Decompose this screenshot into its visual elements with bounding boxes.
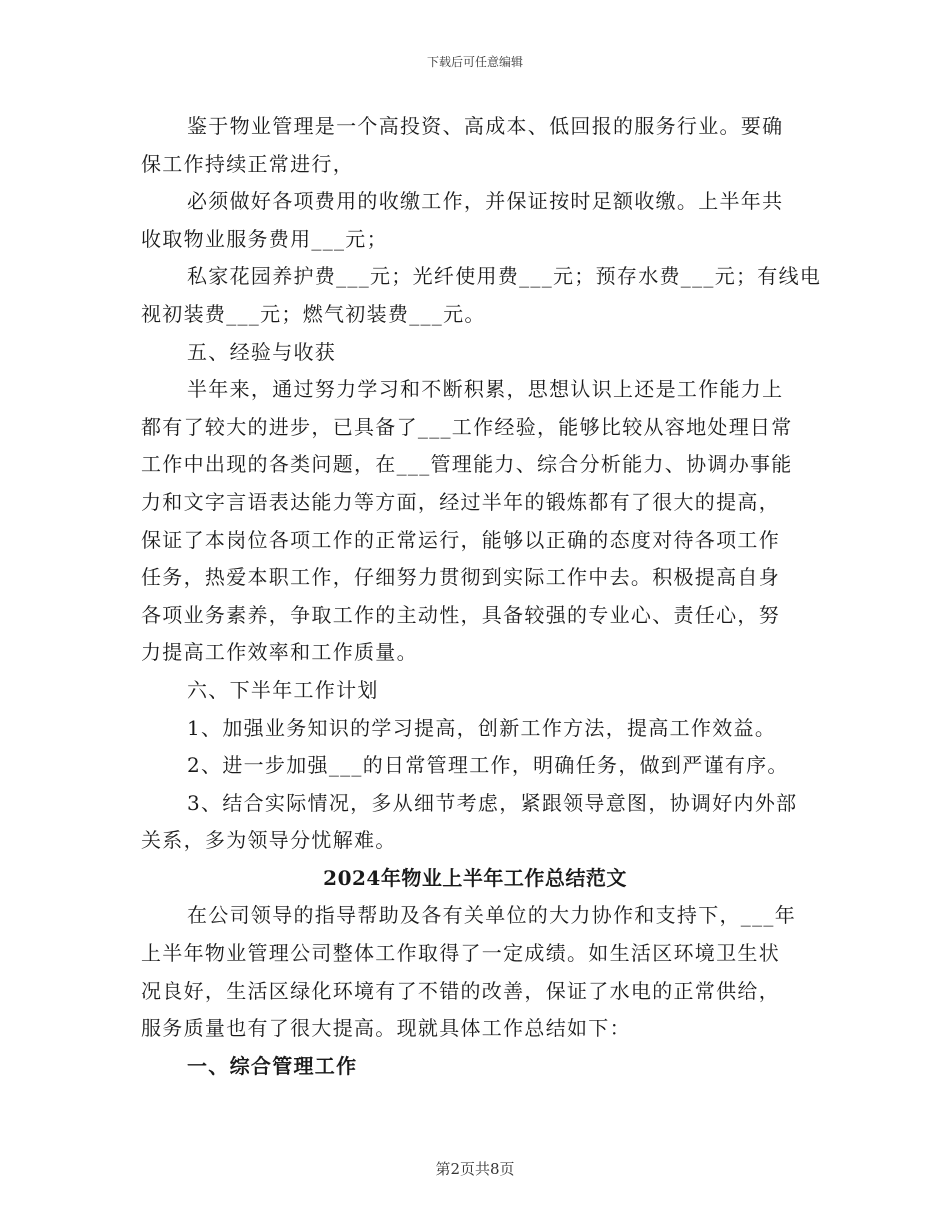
- paragraph-line: 鉴于物业管理是一个高投资、高成本、低回报的服务行业。要确: [187, 114, 784, 138]
- paragraph-line: 况良好，生活区绿化环境有了不错的改善，保证了水电的正常供给，: [141, 978, 780, 1003]
- list-item: 2、进一步加强___的日常管理工作，明确任务，做到严谨有序。: [187, 753, 789, 778]
- paragraph-line: 半年来，通过努力学习和不断积累，思想认识上还是工作能力上: [187, 377, 784, 402]
- paragraph-line: 任务，热爱本职工作，仔细努力贯彻到实际工作中去。积极提高自身: [141, 565, 780, 590]
- paragraph-line: 在公司领导的指导帮助及各有关单位的大力协作和支持下，___年: [187, 903, 796, 928]
- paragraph-line: 力提高工作效率和工作质量。: [141, 640, 418, 665]
- section-heading: 一、综合管理工作: [187, 1053, 358, 1078]
- section-heading: 五、经验与收获: [187, 339, 337, 364]
- paragraph-line: 服务质量也有了很大提高。现就具体工作总结如下：: [141, 1016, 631, 1041]
- document-title: 2024年物业上半年工作总结范文: [323, 865, 627, 890]
- paragraph-line: 工作中出现的各类问题，在___管理能力、综合分析能力、协调办事能: [141, 452, 793, 477]
- page-header: 下载后可任意编辑: [426, 55, 523, 69]
- list-item: 3、结合实际情况，多从细节考虑，紧跟领导意图，协调好内外部: [187, 790, 798, 815]
- paragraph-line: 保证了本岗位各项工作的正常运行，能够以正确的态度对待各项工作: [141, 527, 780, 552]
- paragraph-line: 力和文字言语表达能力等方面，经过半年的锻炼都有了很大的提高，: [141, 489, 780, 514]
- paragraph-line: 视初装费___元；燃气初装费___元。: [141, 301, 486, 326]
- page-footer: 第2页共8页: [435, 1160, 515, 1178]
- list-item: 1、加强业务知识的学习提高，创新工作方法，提高工作效益。: [187, 715, 777, 740]
- section-heading: 六、下半年工作计划: [187, 677, 379, 702]
- paragraph-line: 各项业务素养，争取工作的主动性，具备较强的专业心、责任心，努: [141, 602, 780, 627]
- paragraph-line: 关系，多为领导分忧解难。: [141, 828, 397, 853]
- paragraph-line: 都有了较大的进步，已具备了___工作经验，能够比较从容地处理日常: [141, 414, 793, 439]
- paragraph-line: 私家花园养护费___元；光纤使用费___元；预存水费___元；有线电: [187, 264, 822, 289]
- document-body: [141, 108, 822, 1085]
- paragraph-line: 收取物业服务费用___元；: [141, 226, 388, 251]
- paragraph-line: 必须做好各项费用的收缴工作，并保证按时足额收缴。上半年共: [187, 189, 784, 214]
- paragraph-line: 上半年物业管理公司整体工作取得了一定成绩。如生活区环境卫生状: [141, 941, 780, 966]
- paragraph-line: 保工作持续正常进行，: [141, 151, 354, 176]
